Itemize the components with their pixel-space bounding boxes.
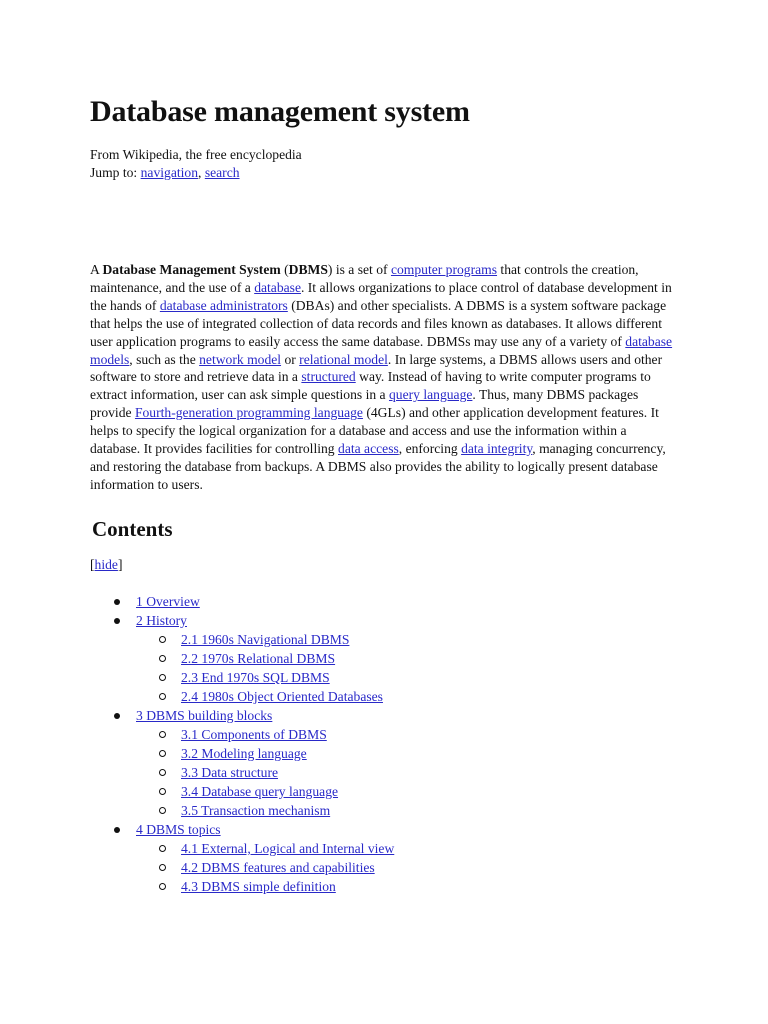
link-database-administrators[interactable]: database administrators <box>159 297 288 313</box>
intro-text: that controls the creation, maintenance, and the use of a <box>90 262 639 295</box>
intro-text: . In large systems, a DBMS allows users and other software to store and retrieve data in a <box>90 351 663 385</box>
intro-text: (4GLs) and other application development features. It helps to specify the logical organization for a database and access and use the information within a database. It provides facilities for controlling <box>90 405 659 457</box>
table-of-contents <box>90 592 675 896</box>
jump-links <box>90 164 675 182</box>
bracket-close: ] <box>117 556 123 572</box>
intro-text: . It allows organizations to place control of database development in the hands of <box>90 279 672 313</box>
link-database[interactable]: database <box>254 279 301 295</box>
toc-sublink[interactable]: 4.3 DBMS simple definition <box>181 878 336 894</box>
toc-link[interactable]: 1 Overview <box>136 593 200 609</box>
toc-sublink[interactable]: 3.1 Components of DBMS <box>181 726 327 742</box>
circle-bullet-icon <box>159 769 166 776</box>
circle-bullet-icon <box>159 845 166 852</box>
jump-separator: , <box>198 164 205 180</box>
toc-subitem <box>136 801 675 820</box>
article-meta <box>90 146 675 181</box>
toc-sublink[interactable]: 3.3 Data structure <box>181 764 279 780</box>
link-data-integrity[interactable]: data integrity <box>461 441 533 457</box>
intro-text: or <box>281 351 300 367</box>
toc-sublink[interactable]: 3.5 Transaction mechanism <box>181 802 331 818</box>
intro-text: , enforcing <box>398 441 462 457</box>
toc-link[interactable]: 3 DBMS building blocks <box>136 707 273 723</box>
bullet-icon <box>114 618 120 624</box>
toc-hide-link[interactable]: hide <box>94 556 118 572</box>
toc-subitem <box>136 858 675 877</box>
toc-link[interactable]: 4 DBMS topics <box>136 821 221 837</box>
toc-subitem <box>136 744 675 763</box>
toc-item <box>90 611 675 706</box>
circle-bullet-icon <box>159 864 166 871</box>
toc-sublink[interactable]: 2.2 1970s Relational DBMS <box>181 650 336 666</box>
toc-subitem <box>136 839 675 858</box>
toc-link[interactable]: 2 History <box>136 612 187 628</box>
toc-sublink[interactable]: 2.3 End 1970s SQL DBMS <box>181 669 330 685</box>
article-page <box>90 92 675 896</box>
toc-sublist <box>136 725 675 820</box>
intro-text: ( <box>280 262 289 277</box>
intro-text: . Thus, many DBMS packages provide <box>90 387 639 421</box>
page-title: Database management system <box>90 95 470 128</box>
circle-bullet-icon <box>159 883 166 890</box>
toc-sublink[interactable]: 2.1 1960s Navigational DBMS <box>181 631 350 647</box>
toc-subitem <box>136 649 675 668</box>
circle-bullet-icon <box>159 750 166 757</box>
toc-subitem <box>136 630 675 649</box>
jump-search-link[interactable]: search <box>204 164 240 180</box>
link-data-access[interactable]: data access <box>338 441 399 457</box>
toc-sublist <box>136 839 675 896</box>
jump-to-label: Jump to: <box>90 164 138 180</box>
link-structured[interactable]: structured <box>301 369 356 385</box>
toc-subitem <box>136 668 675 687</box>
link-relational-model[interactable]: relational model <box>299 351 388 367</box>
intro-text: , such as the <box>129 351 200 367</box>
intro-text: , managing concurrency, and restoring the database from backups. A DBMS also provides the ability to logically present database information to users. <box>90 441 666 492</box>
toc-subitem <box>136 877 675 896</box>
toc-sublink[interactable]: 4.1 External, Logical and Internal view <box>181 840 395 856</box>
toc-item <box>90 592 675 611</box>
intro-bold-abbrev: DBMS <box>288 262 328 277</box>
intro-text: A <box>90 262 103 277</box>
circle-bullet-icon <box>159 807 166 814</box>
jump-navigation-link[interactable]: navigation <box>140 164 199 180</box>
link-computer-programs[interactable]: computer programs <box>390 262 498 277</box>
intro-bold-term: Database Management System <box>102 262 281 277</box>
bullet-icon <box>114 713 120 719</box>
toc-hide-toggle <box>90 556 675 574</box>
toc-subitem <box>136 725 675 744</box>
toc-item <box>90 820 675 896</box>
circle-bullet-icon <box>159 788 166 795</box>
toc-sublink[interactable]: 3.4 Database query language <box>181 783 339 799</box>
site-tagline: From Wikipedia, the free encyclopedia <box>90 147 302 162</box>
toc-sublink[interactable]: 3.2 Modeling language <box>181 745 307 761</box>
circle-bullet-icon <box>159 655 166 662</box>
toc-subitem <box>136 782 675 801</box>
circle-bullet-icon <box>159 674 166 681</box>
intro-text: ) is a set of <box>327 262 391 277</box>
circle-bullet-icon <box>159 693 166 700</box>
toc-sublink[interactable]: 2.4 1980s Object Oriented Databases <box>181 688 383 704</box>
toc-subitem <box>136 687 675 706</box>
link-network-model[interactable]: network model <box>199 351 282 367</box>
toc-sublink[interactable]: 4.2 DBMS features and capabilities <box>181 859 375 875</box>
bullet-icon <box>114 827 120 833</box>
link-query-language[interactable]: query language <box>388 387 473 403</box>
bullet-icon <box>114 599 120 605</box>
intro-text: way. Instead of having to write computer programs to extract information, user can ask simple questions in a <box>90 369 651 403</box>
toc-sublist <box>136 630 675 706</box>
toc-item <box>90 706 675 820</box>
link-database-models[interactable]: database models <box>90 333 673 367</box>
link-fourth-generation-language[interactable]: Fourth-generation programming language <box>134 405 363 421</box>
circle-bullet-icon <box>159 731 166 738</box>
intro-text: (DBAs) and other specialists. A DBMS is a system software package that helps the use of integrated collection of data records and files known as databases. It allows different user application programs to easily access the same database. DBMSs may use any of a variety of <box>90 297 667 349</box>
toc-subitem <box>136 763 675 782</box>
intro-paragraph <box>90 261 675 494</box>
contents-heading: Contents <box>92 516 173 541</box>
bracket-open: [ <box>90 556 95 572</box>
circle-bullet-icon <box>159 636 166 643</box>
